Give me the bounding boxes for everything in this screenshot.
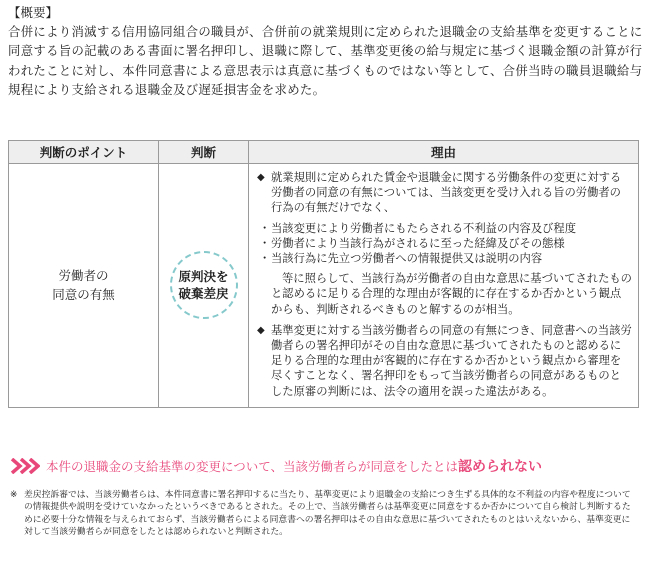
summary-heading: 【概要】	[8, 5, 59, 20]
sub-item-text: 当該変更により労働者にもたらされる不利益の内容及び程度	[271, 221, 577, 235]
sub-bullet-marker: ・	[259, 221, 271, 235]
point-cell	[9, 164, 159, 408]
list-item	[255, 236, 632, 251]
table-row	[9, 164, 639, 408]
reason-continuation: 等に照らして、当該行為が労働者の自由な意思に基づいてされたものと認めるに足りる合理的な理由が客観的に存在するか否かという観点からも、判断されるべきものと解するのが相当。	[271, 272, 632, 316]
reason-bullet-2	[255, 323, 632, 399]
judgment-table	[8, 140, 639, 408]
reason-cell	[249, 164, 639, 408]
point-line-1: 労働者の	[58, 268, 109, 284]
footnote	[10, 489, 635, 538]
sub-bullet-marker: ・	[259, 252, 271, 266]
header-reason: 理由	[249, 141, 639, 164]
list-item	[255, 221, 632, 236]
conclusion-banner	[10, 456, 642, 476]
table-header-row	[9, 141, 639, 164]
diamond-bullet-icon: ◆	[257, 172, 265, 183]
sub-bullet-marker: ・	[259, 236, 271, 250]
diamond-bullet-icon: ◆	[257, 324, 265, 336]
conclusion-emphasis: 認められない	[458, 459, 543, 475]
sub-item-text: 労働者により当該行為がされるに至った経緯及びその態様	[271, 236, 565, 250]
reason-sub-list	[255, 221, 632, 267]
reason-bullet-1-text: 就業規則に定められた賃金や退職金に関する労働条件の変更に対する労働者の同意の有無については、当該変更を受け入れる旨の労働者の行為の有無だけでなく、	[271, 171, 622, 215]
sub-item-text: 当該行為に先立つ労働者への情報提供又は説明の内容	[271, 252, 543, 266]
list-item	[255, 251, 632, 266]
double-chevron-right-icon	[10, 458, 40, 474]
header-judgment: 判断	[159, 141, 249, 164]
note-mark: ※	[10, 490, 18, 500]
judgment-line-1: 原判決を	[178, 269, 229, 285]
judgment-badge	[170, 251, 238, 319]
judgment-cell	[159, 164, 249, 408]
judgment-line-2: 破棄差戻	[178, 286, 229, 302]
conclusion-text: 本件の退職金の支給基準の変更について、当該労働者らが同意をしたとは	[46, 459, 459, 474]
point-line-2: 同意の有無	[52, 287, 115, 303]
reason-bullet-2-text: 基準変更に対する当該労働者らの同意の有無につき、同意書への当該労働者らの署名押印がその自由な意思に基づいてされたものと認めるに足りる合理的な理由が客観的に存在するか否かという観点から審理を尽くすことなく、署名押印をもって当該労働者らの同意があるものとした原審の判断には、法令の適用を誤った違法がある。	[271, 323, 632, 398]
summary-text: 合併により消滅する信用協同組合の職員が、合併前の就業規則に定められた退職金の支給基準を変更することに同意する旨の記載のある書面に署名押印し、退職に際して、基準変更後の給与規定に基づく退職金額の計算が行われたことに対し、本件同意書による意思表示は真意に基づくものではない等として、合併当時の職員退職給与規程により支給される退職金及び遅延損害金を求めた。	[8, 24, 643, 97]
note-text: 差戻控訴審では、当該労働者らは、本件同意書に署名押印するに当たり、基準変更により退職金の支給につき生ずる具体的な不利益の内容や程度についての情報提供や説明を受けていなかったというべきであるとされた。その上で、当該労働者らは基準変更に同意をするか否かについて自ら検討し判断するために必要十分な情報を与えられておらず、当該労働者らによる同意書への署名押印はその自由な意思に基づいてされたものとはいえないから、基準変更に対して当該労働者らが同意をしたとは認められないと判断された。	[24, 490, 631, 537]
reason-bullet-1	[255, 170, 632, 216]
header-point: 判断のポイント	[9, 141, 159, 164]
